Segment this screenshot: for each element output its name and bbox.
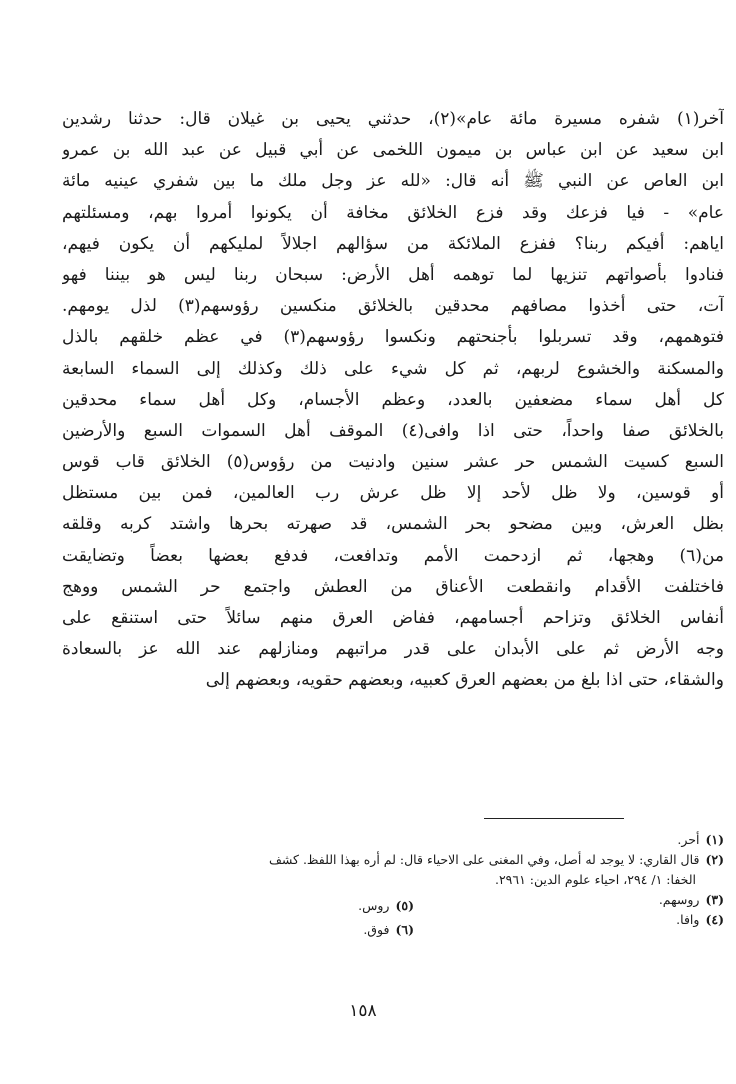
footnote-column-left — [254, 896, 414, 916]
footnote-5 — [254, 896, 414, 916]
text-line: والمسكنة والخشوع لربهم، ثم كل شيء على ذلك وكذلك إلى السماء السابعة — [62, 358, 724, 379]
text-line: فنادوا بأصواتهم تنزيها لما توهمه أهل الأرض: سبحان ربنا ليس هو بيننا فهو — [62, 264, 724, 285]
text-line: فاختلفت الأقدام وانقطعت الأعناق من العطش واجتمع حر الشمس ووهج — [62, 576, 724, 597]
footnote-number: (٣) — [705, 892, 724, 907]
footnote-text: فوق. — [363, 922, 390, 937]
footnote-4 — [544, 910, 724, 930]
footnote-number: (٥) — [395, 898, 414, 913]
text-line: بالخلائق صفا واحداً، حتى اذا وافى(٤) الموقف أهل السموات السبع والأرضين — [62, 420, 724, 441]
text-line: عام» - فيا فزعك وقد فزع الخلائق مخافة أن يكونوا أمروا بهم، ومسئلتهم — [62, 202, 724, 223]
text-line: السبع كسيت الشمس حر عشر سنين وادنيت من رؤوس(٥) الخلائق قاب قوس — [62, 452, 724, 473]
text-line: من(٦) وهجها، ثم ازدحمت الأمم وتدافعت، فدفع بعضها بعضاً وتضايقت — [62, 545, 724, 566]
text-line: آت، حتى أخذوا مصافهم محدقين بالخلائق منكسين رؤوسهم(٣) لذل يومهم. — [62, 296, 724, 317]
text-line: والشقاء، حتى اذا بلغ من بعضهم العرق كعبيه، وبعضهم حقويه، وبعضهم إلى — [205, 670, 724, 691]
footnote-column-right — [544, 890, 724, 930]
text-line: وجه الأرض ثم على الأبدان على قدر مراتبهم ومنازلهم عند الله عز بالسعادة — [62, 639, 724, 660]
footnote-divider — [484, 818, 624, 819]
text-line: ابن سعيد عن ابن عباس بن ميمون اللخمى عن أبي قبيل عن عبد الله بن عمرو — [62, 140, 724, 161]
footnote-text: روس. — [358, 898, 390, 913]
text-line: كل أهل سماء مضعفين بالعدد، وعظم الأجسام، وكل أهل سماء محدقين — [62, 389, 724, 410]
page-number: ١٥٨ — [349, 1001, 377, 1021]
footnote-text: روسهم. — [658, 892, 700, 907]
text-line: آخر(١) شفره مسيرة مائة عام»(٢)، حدثني يحيى بن غيلان قال: حدثنا رشدين — [62, 109, 724, 129]
footnote-2 — [62, 850, 724, 870]
text-line: أنفاس الخلائق وتزاحم أجسامهم، ففاض العرق منهم سائلاً حتى استنقع على — [62, 608, 724, 628]
footnote-6 — [254, 920, 414, 940]
footnote-text: قال القاري: لا يوجد له أصل، وفي المغنى على الاحياء قال: لم أره بهذا اللفظ. كشف — [268, 852, 700, 867]
footnote-number: (٦) — [395, 922, 414, 937]
footnote-text: وافا. — [676, 912, 700, 927]
footnote-text: أحر. — [677, 832, 700, 847]
text-line: بظل العرش، وبين مضحو بحر الشمس، قد صهرته بحرها واشتد كربه وقلقه — [62, 514, 724, 535]
footnote-2-continuation: الخفا: ١/ ٢٩٤، احياء علوم الدين: ٢٩٦١. — [494, 872, 696, 887]
footnote-6-wrapper — [254, 920, 414, 940]
footnotes — [62, 830, 724, 937]
text-line: ابن العاص عن النبي ﷺ أنه قال: «لله عز وجل ملك ما بين شفري عينيه مائة — [62, 171, 724, 192]
text-line: فتوهمهم، وقد تسربلوا بأجنحتهم ونكسوا رؤوسهم(٣) في عظم خلقهم بالذل — [62, 327, 724, 348]
footnote-3 — [544, 890, 724, 910]
footnote-number: (٢) — [705, 852, 724, 867]
text-line: أو قوسين، ولا ظل لأحد إلا ظل عرش رب العالمين، فمن بين مستظل — [62, 483, 724, 504]
text-line: اياهم: أفيكم ربنا؟ ففزع الملائكة من سؤالهم اجلالاً لمليكهم أن يكون فيهم، — [62, 233, 724, 254]
main-text — [62, 104, 724, 697]
footnote-number: (٤) — [705, 912, 724, 927]
footnote-columns — [62, 890, 724, 937]
footnote-number: (١) — [705, 832, 724, 847]
footnote-1 — [62, 830, 724, 850]
